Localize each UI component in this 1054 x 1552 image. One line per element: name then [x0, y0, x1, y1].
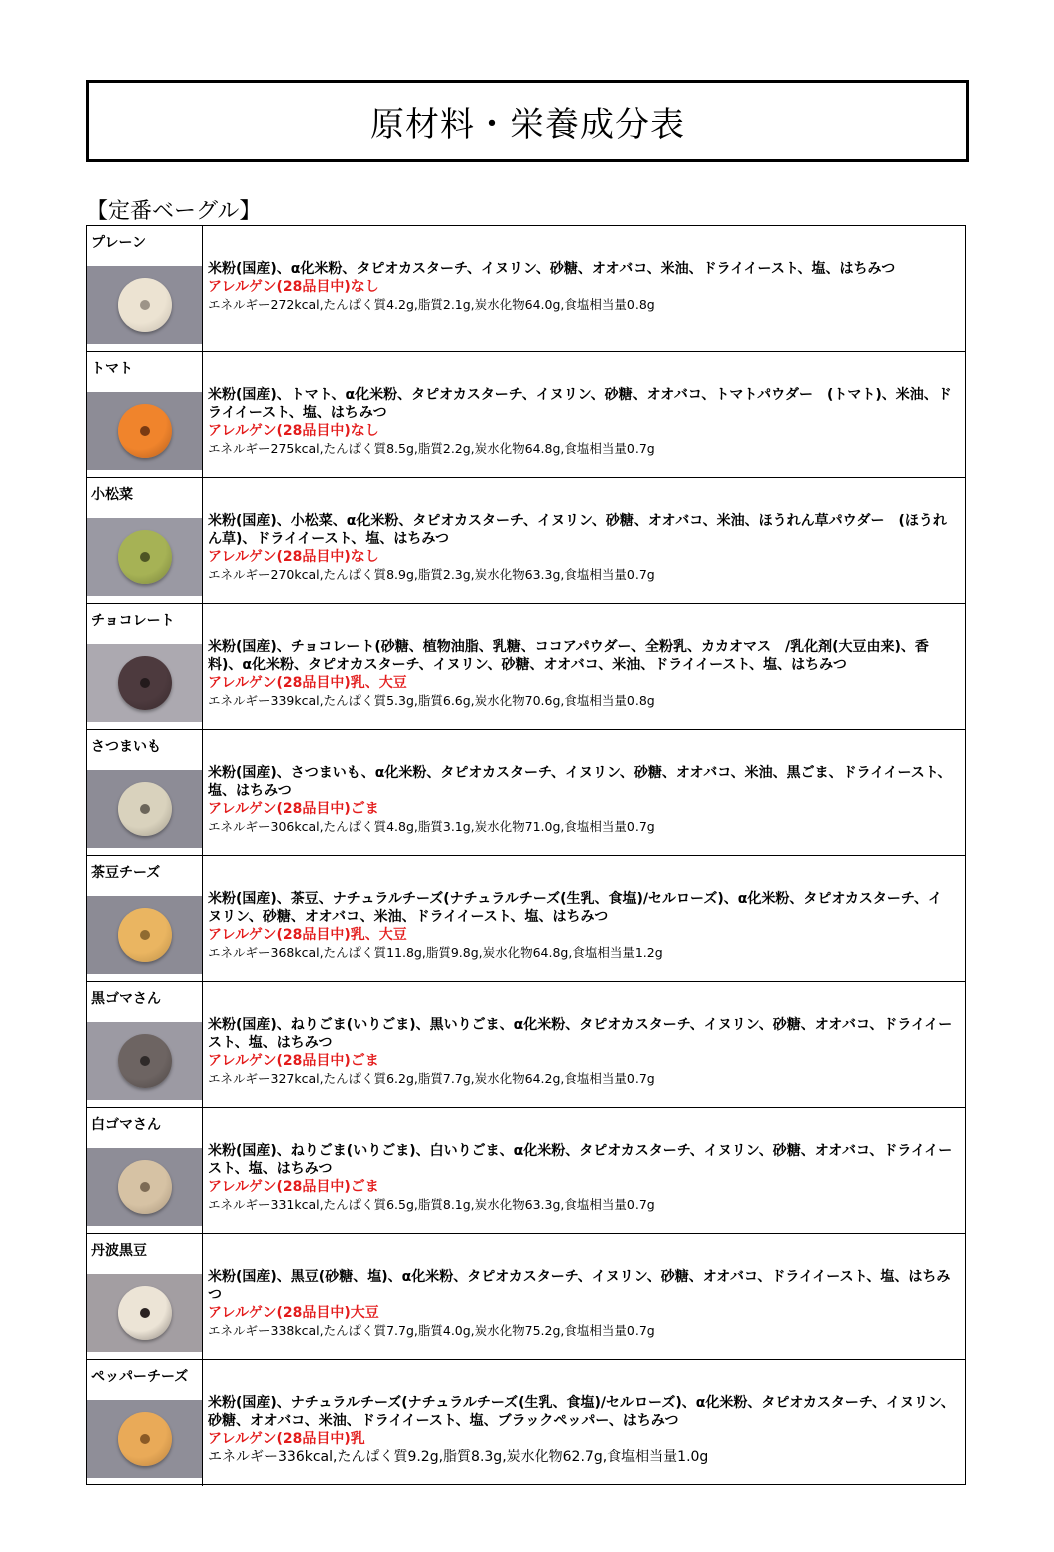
product-row [87, 1234, 965, 1360]
nutrition-text: エネルギー306kcal,たんぱく質4.8g,脂質3.1g,炭水化物71.0g,食塩相当量0.7g [208, 819, 655, 834]
bagel-image [118, 1160, 172, 1214]
product-row [87, 604, 965, 730]
nutrition-text: エネルギー275kcal,たんぱく質8.5g,脂質2.2g,炭水化物64.8g,食塩相当量0.7g [208, 441, 655, 456]
product-name: 白ゴマさん [91, 1117, 161, 1133]
bagel-hole [140, 1182, 150, 1192]
product-name: ペッパーチーズ [91, 1369, 189, 1385]
nutrition-text: エネルギー272kcal,たんぱく質4.2g,脂質2.1g,炭水化物64.0g,食塩相当量0.8g [208, 297, 655, 312]
product-photo [87, 896, 202, 974]
product-photo [87, 644, 202, 722]
allergen-text: アレルゲン(28品目中)乳 [208, 1431, 365, 1447]
product-row [87, 226, 965, 352]
product-photo [87, 1022, 202, 1100]
product-photo [87, 266, 202, 344]
product-row [87, 982, 965, 1108]
nutrition-text: エネルギー336kcal,たんぱく質9.2g,脂質8.3g,炭水化物62.7g,食塩相当量1.0g [208, 1449, 709, 1465]
product-photo [87, 518, 202, 596]
bagel-image [118, 1286, 172, 1340]
product-name-cell [87, 1234, 203, 1359]
product-name: 茶豆チーズ [91, 865, 161, 881]
allergen-text: アレルゲン(28品目中)ごま [208, 801, 379, 817]
product-row [87, 1360, 965, 1486]
product-name: 丹波黒豆 [91, 1243, 147, 1259]
product-name: チョコレート [91, 613, 175, 629]
product-name-cell [87, 730, 203, 855]
product-info-cell [203, 1108, 965, 1233]
ingredients-text: 米粉(国産)、さつまいも、α化米粉、タピオカスターチ、イヌリン、砂糖、オオバコ、米油、黒ごま、ドライイースト、塩、はちみつ [208, 765, 952, 799]
product-photo [87, 1148, 202, 1226]
nutrition-text: エネルギー368kcal,たんぱく質11.8g,脂質9.8g,炭水化物64.8g,食塩相当量1.2g [208, 945, 663, 960]
bagel-hole [140, 300, 150, 310]
product-info-cell [203, 856, 965, 981]
product-row [87, 730, 965, 856]
ingredients-text: 米粉(国産)、ナチュラルチーズ(ナチュラルチーズ(生乳、食塩)/セルローズ)、α化米粉、タピオカスターチ、イヌリン、砂糖、オオバコ、米油、ドライイースト、塩、ブラックペッパー、はちみつ [208, 1395, 955, 1429]
product-info-cell [203, 730, 965, 855]
bagel-image [118, 656, 172, 710]
ingredients-text: 米粉(国産)、チョコレート(砂糖、植物油脂、乳糖、ココアパウダー、全粉乳、カカオマス /乳化剤(大豆由来)、香料)、α化米粉、タピオカスターチ、イヌリン、砂糖、オオバコ、米油、ドライイースト、塩、はちみつ [208, 639, 929, 673]
bagel-image [118, 278, 172, 332]
product-info-cell [203, 1234, 965, 1359]
product-name-cell [87, 1360, 203, 1486]
bagel-hole [140, 930, 150, 940]
product-photo [87, 770, 202, 848]
title-box [86, 80, 969, 162]
product-info-cell [203, 1360, 965, 1486]
product-row [87, 856, 965, 982]
product-row [87, 478, 965, 604]
product-name: 黒ゴマさん [91, 991, 161, 1007]
ingredients-text: 米粉(国産)、ねりごま(いりごま)、白いりごま、α化米粉、タピオカスターチ、イヌリン、砂糖、オオバコ、ドライイースト、塩、はちみつ [208, 1143, 953, 1177]
product-photo [87, 392, 202, 470]
bagel-hole [140, 552, 150, 562]
product-name: トマト [91, 361, 133, 377]
bagel-image [118, 404, 172, 458]
product-name-cell [87, 604, 203, 729]
product-name-cell [87, 1108, 203, 1233]
ingredients-text: 米粉(国産)、小松菜、α化米粉、タピオカスターチ、イヌリン、砂糖、オオバコ、米油、ほうれん草パウダー (ほうれん草)、ドライイースト、塩、はちみつ [208, 513, 947, 547]
product-info-cell [203, 604, 965, 729]
product-name-cell [87, 352, 203, 477]
product-info-cell [203, 226, 965, 351]
bagel-hole [140, 678, 150, 688]
product-photo [87, 1274, 202, 1352]
bagel-hole [140, 1434, 150, 1444]
section-heading: 【定番ベーグル】 [86, 199, 262, 224]
bagel-image [118, 1034, 172, 1088]
bagel-image [118, 1412, 172, 1466]
nutrition-text: エネルギー339kcal,たんぱく質5.3g,脂質6.6g,炭水化物70.6g,食塩相当量0.8g [208, 693, 655, 708]
product-photo [87, 1400, 202, 1478]
bagel-hole [140, 804, 150, 814]
product-row [87, 1108, 965, 1234]
product-name: さつまいも [91, 739, 161, 755]
bagel-hole [140, 426, 150, 436]
allergen-text: アレルゲン(28品目中)乳、大豆 [208, 675, 407, 691]
bagel-image [118, 530, 172, 584]
ingredients-text: 米粉(国産)、茶豆、ナチュラルチーズ(ナチュラルチーズ(生乳、食塩)/セルローズ)、α化米粉、タピオカスターチ、イヌリン、砂糖、オオバコ、米油、ドライイースト、塩、はちみつ [208, 891, 942, 925]
allergen-text: アレルゲン(28品目中)なし [208, 549, 379, 565]
ingredients-text: 米粉(国産)、ねりごま(いりごま)、黒いりごま、α化米粉、タピオカスターチ、イヌリン、砂糖、オオバコ、ドライイースト、塩、はちみつ [208, 1017, 953, 1051]
product-name-cell [87, 856, 203, 981]
product-name-cell [87, 226, 203, 351]
product-name-cell [87, 478, 203, 603]
allergen-text: アレルゲン(28品目中)乳、大豆 [208, 927, 407, 943]
ingredients-text: 米粉(国産)、黒豆(砂糖、塩)、α化米粉、タピオカスターチ、イヌリン、砂糖、オオバコ、ドライイースト、塩、はちみつ [208, 1269, 951, 1303]
bagel-image [118, 782, 172, 836]
product-name-cell [87, 982, 203, 1107]
nutrition-text: エネルギー327kcal,たんぱく質6.2g,脂質7.7g,炭水化物64.2g,食塩相当量0.7g [208, 1071, 655, 1086]
product-name: プレーン [91, 235, 147, 251]
product-name: 小松菜 [91, 487, 133, 503]
bagel-image [118, 908, 172, 962]
allergen-text: アレルゲン(28品目中)ごま [208, 1179, 379, 1195]
allergen-text: アレルゲン(28品目中)大豆 [208, 1305, 379, 1321]
allergen-text: アレルゲン(28品目中)ごま [208, 1053, 379, 1069]
product-info-cell [203, 352, 965, 477]
nutrition-text: エネルギー270kcal,たんぱく質8.9g,脂質2.3g,炭水化物63.3g,食塩相当量0.7g [208, 567, 655, 582]
product-info-cell [203, 982, 965, 1107]
allergen-text: アレルゲン(28品目中)なし [208, 279, 379, 295]
bagel-hole [140, 1308, 150, 1318]
product-table [86, 225, 966, 1485]
product-row [87, 352, 965, 478]
page-title: 原材料・栄養成分表 [370, 104, 685, 145]
bagel-hole [140, 1056, 150, 1066]
nutrition-text: エネルギー331kcal,たんぱく質6.5g,脂質8.1g,炭水化物63.3g,食塩相当量0.7g [208, 1197, 655, 1212]
allergen-text: アレルゲン(28品目中)なし [208, 423, 379, 439]
product-info-cell [203, 478, 965, 603]
ingredients-text: 米粉(国産)、α化米粉、タピオカスターチ、イヌリン、砂糖、オオバコ、米油、ドライイースト、塩、はちみつ [208, 261, 896, 277]
ingredients-text: 米粉(国産)、トマト、α化米粉、タピオカスターチ、イヌリン、砂糖、オオバコ、トマトパウダー (トマト)、米油、ドライイースト、塩、はちみつ [208, 387, 952, 421]
nutrition-text: エネルギー338kcal,たんぱく質7.7g,脂質4.0g,炭水化物75.2g,食塩相当量0.7g [208, 1323, 655, 1338]
